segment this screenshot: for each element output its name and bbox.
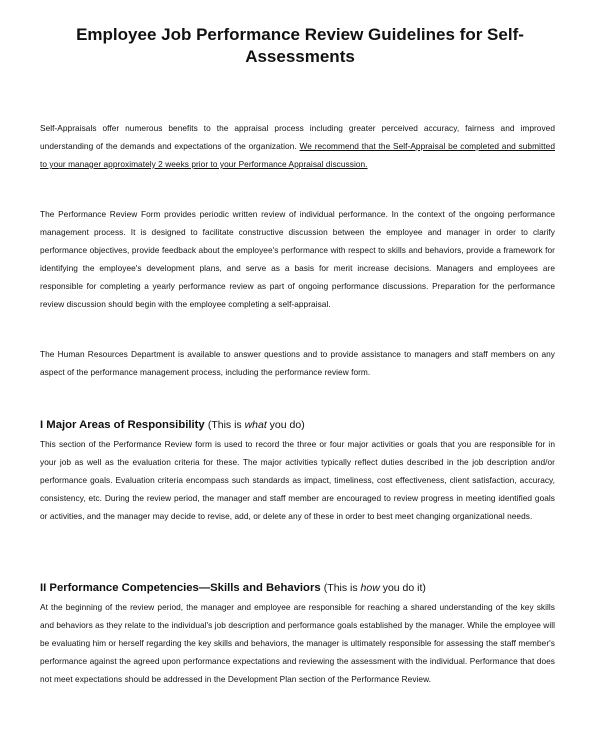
document-title: Employee Job Performance Review Guidelines for Self-Assessments xyxy=(76,25,524,66)
section2-title: II Performance Competencies—Skills and Behaviors xyxy=(40,582,321,594)
section1-title: I Major Areas of Responsibility xyxy=(40,419,205,431)
intro-recommendation: We recommend that the Self-Appraisal be completed and submitted to your manager approximately 2 weeks prior to your Performance Appraisal discussion. xyxy=(40,140,555,169)
section2-body: At the beginning of the review period, the manager and employee are responsible for reaching a shared understanding of the key skills and behaviors as they relate to the individual's job description and performance goals established by the manager. While the employee will be evaluating him or herself regarding the key skills and behaviors, the manager is ultimately responsible for assessing the staff member's performance against the agreed upon performance expectations and reviewing the assessment with the individual. Performance that does not meet expectations should be addressed in the Development Plan section of the Performance Review. xyxy=(40,602,555,684)
intro-paragraph xyxy=(40,120,555,174)
intro-text: Self-Appraisals offer numerous benefits to the appraisal process including greater perceived accuracy, fairness and improved understanding of the demands and expectations of the organization. xyxy=(40,123,555,151)
section2-heading xyxy=(40,581,560,595)
review-form-paragraph: The Performance Review Form provides periodic written review of individual performance. In the context of the ongoing performance management process. It is designed to facilitate constructive discussion between the employee and manager in order to clarify performance objectives, provide feedback about the employee's performance with respect to skills and behaviors, provide a framework for identifying the employee's development plans, and serve as a basis for merit increase decisions. Managers and employees are responsible for completing a yearly performance review as part of ongoing performance discussions. Preparation for the performance review discussion should begin with the employee completing a self-appraisal. xyxy=(40,209,555,309)
section1-body: This section of the Performance Review form is used to record the three or four major activities or goals that you are responsible for in your job as well as the evaluation criteria for these. The major activities typically reflect duties described in the job description and/or performance goals. Evaluation criteria encompass such standards as impact, timeliness, cost effectiveness, client satisfaction, accuracy, consistency, etc. During the review period, the manager and staff member are encouraged to review progress in meeting identified goals or activities, and the manager may decide to revise, add, or delete any of these in order to best meet changing organizational needs. xyxy=(40,439,555,521)
section1-heading xyxy=(40,418,560,432)
section1-subtitle: (This is what you do) xyxy=(207,419,305,431)
section2-subtitle: (This is how you do it) xyxy=(323,582,426,594)
hr-paragraph: The Human Resources Department is available to answer questions and to provide assistance to managers and staff members on any aspect of the performance management process, including the performance review form. xyxy=(40,349,555,377)
